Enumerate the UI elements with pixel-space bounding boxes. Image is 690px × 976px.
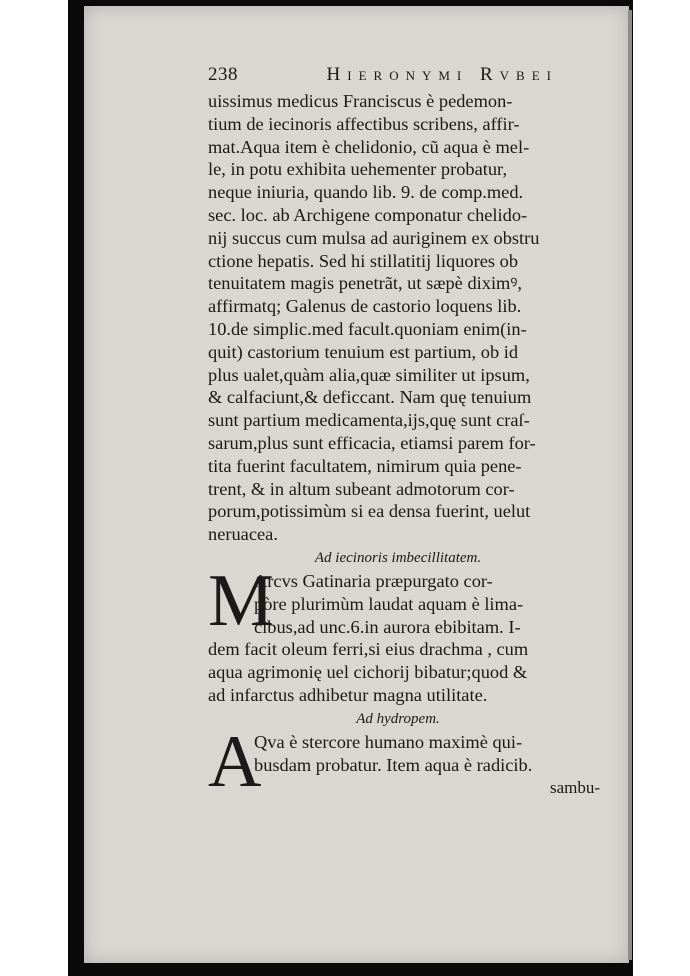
text-line: sunt partium medicamenta,ijs,quę sunt craſ-	[208, 410, 530, 431]
page-text	[208, 60, 618, 803]
text-line: ad infarctus adhibetur magna utilitate.	[208, 684, 488, 705]
text-line: sarum,plus sunt efficacia, etiamsi parem for-	[208, 432, 536, 453]
text-line: tita fuerint facultatem, nimirum quia pene-	[208, 455, 522, 476]
text-line: neruacea.	[208, 524, 278, 545]
paragraph-1	[208, 90, 618, 546]
text-line: trent, & in altum subeant admotorum cor-	[208, 478, 515, 499]
catchword: sambu-	[549, 778, 600, 798]
text-line: Arcvs Gatinaria præpurgato cor-	[254, 570, 493, 591]
text-line: nij succus cum mulsa ad auriginem ex obstru	[208, 227, 540, 248]
text-line: tium de iecinoris affectibus scribens, affir-	[208, 113, 520, 134]
text-line: Qva è stercore humano maximè qui-	[254, 731, 523, 752]
drop-cap: A	[208, 720, 262, 803]
section-liver	[208, 559, 618, 707]
page-number: 238	[208, 64, 238, 85]
text-line: dem facit oleum ferri,si eius drachma , cum	[208, 639, 529, 660]
text-line: 10.de simplic.med facult.quoniam enim(in-	[208, 318, 527, 339]
text-line: plus ualet,quàm alia,quæ similiter ut ipsum,	[208, 364, 530, 385]
text-line: affirmatq; Galenus de castorio loquens lib.	[208, 296, 522, 317]
text-line: sec. loc. ab Archigene componatur chelido-	[208, 204, 528, 225]
text-line: porum,potissimùm si ea densa fuerint, uelut	[208, 501, 531, 522]
text-line: pòre plurimùm laudat aquam è lima-	[254, 593, 524, 614]
text-line: tenuitatem magis penetrãt, ut sæpè diximꝰ,	[208, 273, 522, 294]
text-line: quit) castorium tenuium est partium, ob id	[208, 341, 519, 362]
running-title: Hieronymi Rvbei	[326, 64, 558, 85]
text-line: ctione hepatis. Sed hi stillatitij liquores ob	[208, 250, 519, 271]
page-edge	[628, 10, 632, 960]
text-line: mat.Aqua item è chelidonio, cũ aqua è mel-	[208, 136, 530, 157]
drop-cap: M	[208, 559, 274, 642]
text-line: & calfaciunt,& deficcant. Nam quę tenuium	[208, 387, 532, 408]
text-line: busdam probatur. Item aqua è radicib.	[254, 754, 533, 775]
text-line: uissimus medicus Franciscus è pedemon-	[208, 91, 513, 111]
text-line: cibus,ad unc.6.in aurora ebibitam. I-	[254, 616, 521, 637]
section-heading-liver: Ad iecinoris imbecillitatem.	[314, 549, 482, 566]
text-line: aqua agrimonię uel cichorij bibatur;quod &	[208, 662, 528, 683]
text-line: le, in potu exhibita uehementer probatur,	[208, 159, 508, 180]
section-heading-dropsy: Ad hydropem.	[356, 710, 440, 727]
text-line: neque iniuria, quando lib. 9. de comp.med.	[208, 182, 524, 203]
running-head	[208, 60, 558, 90]
